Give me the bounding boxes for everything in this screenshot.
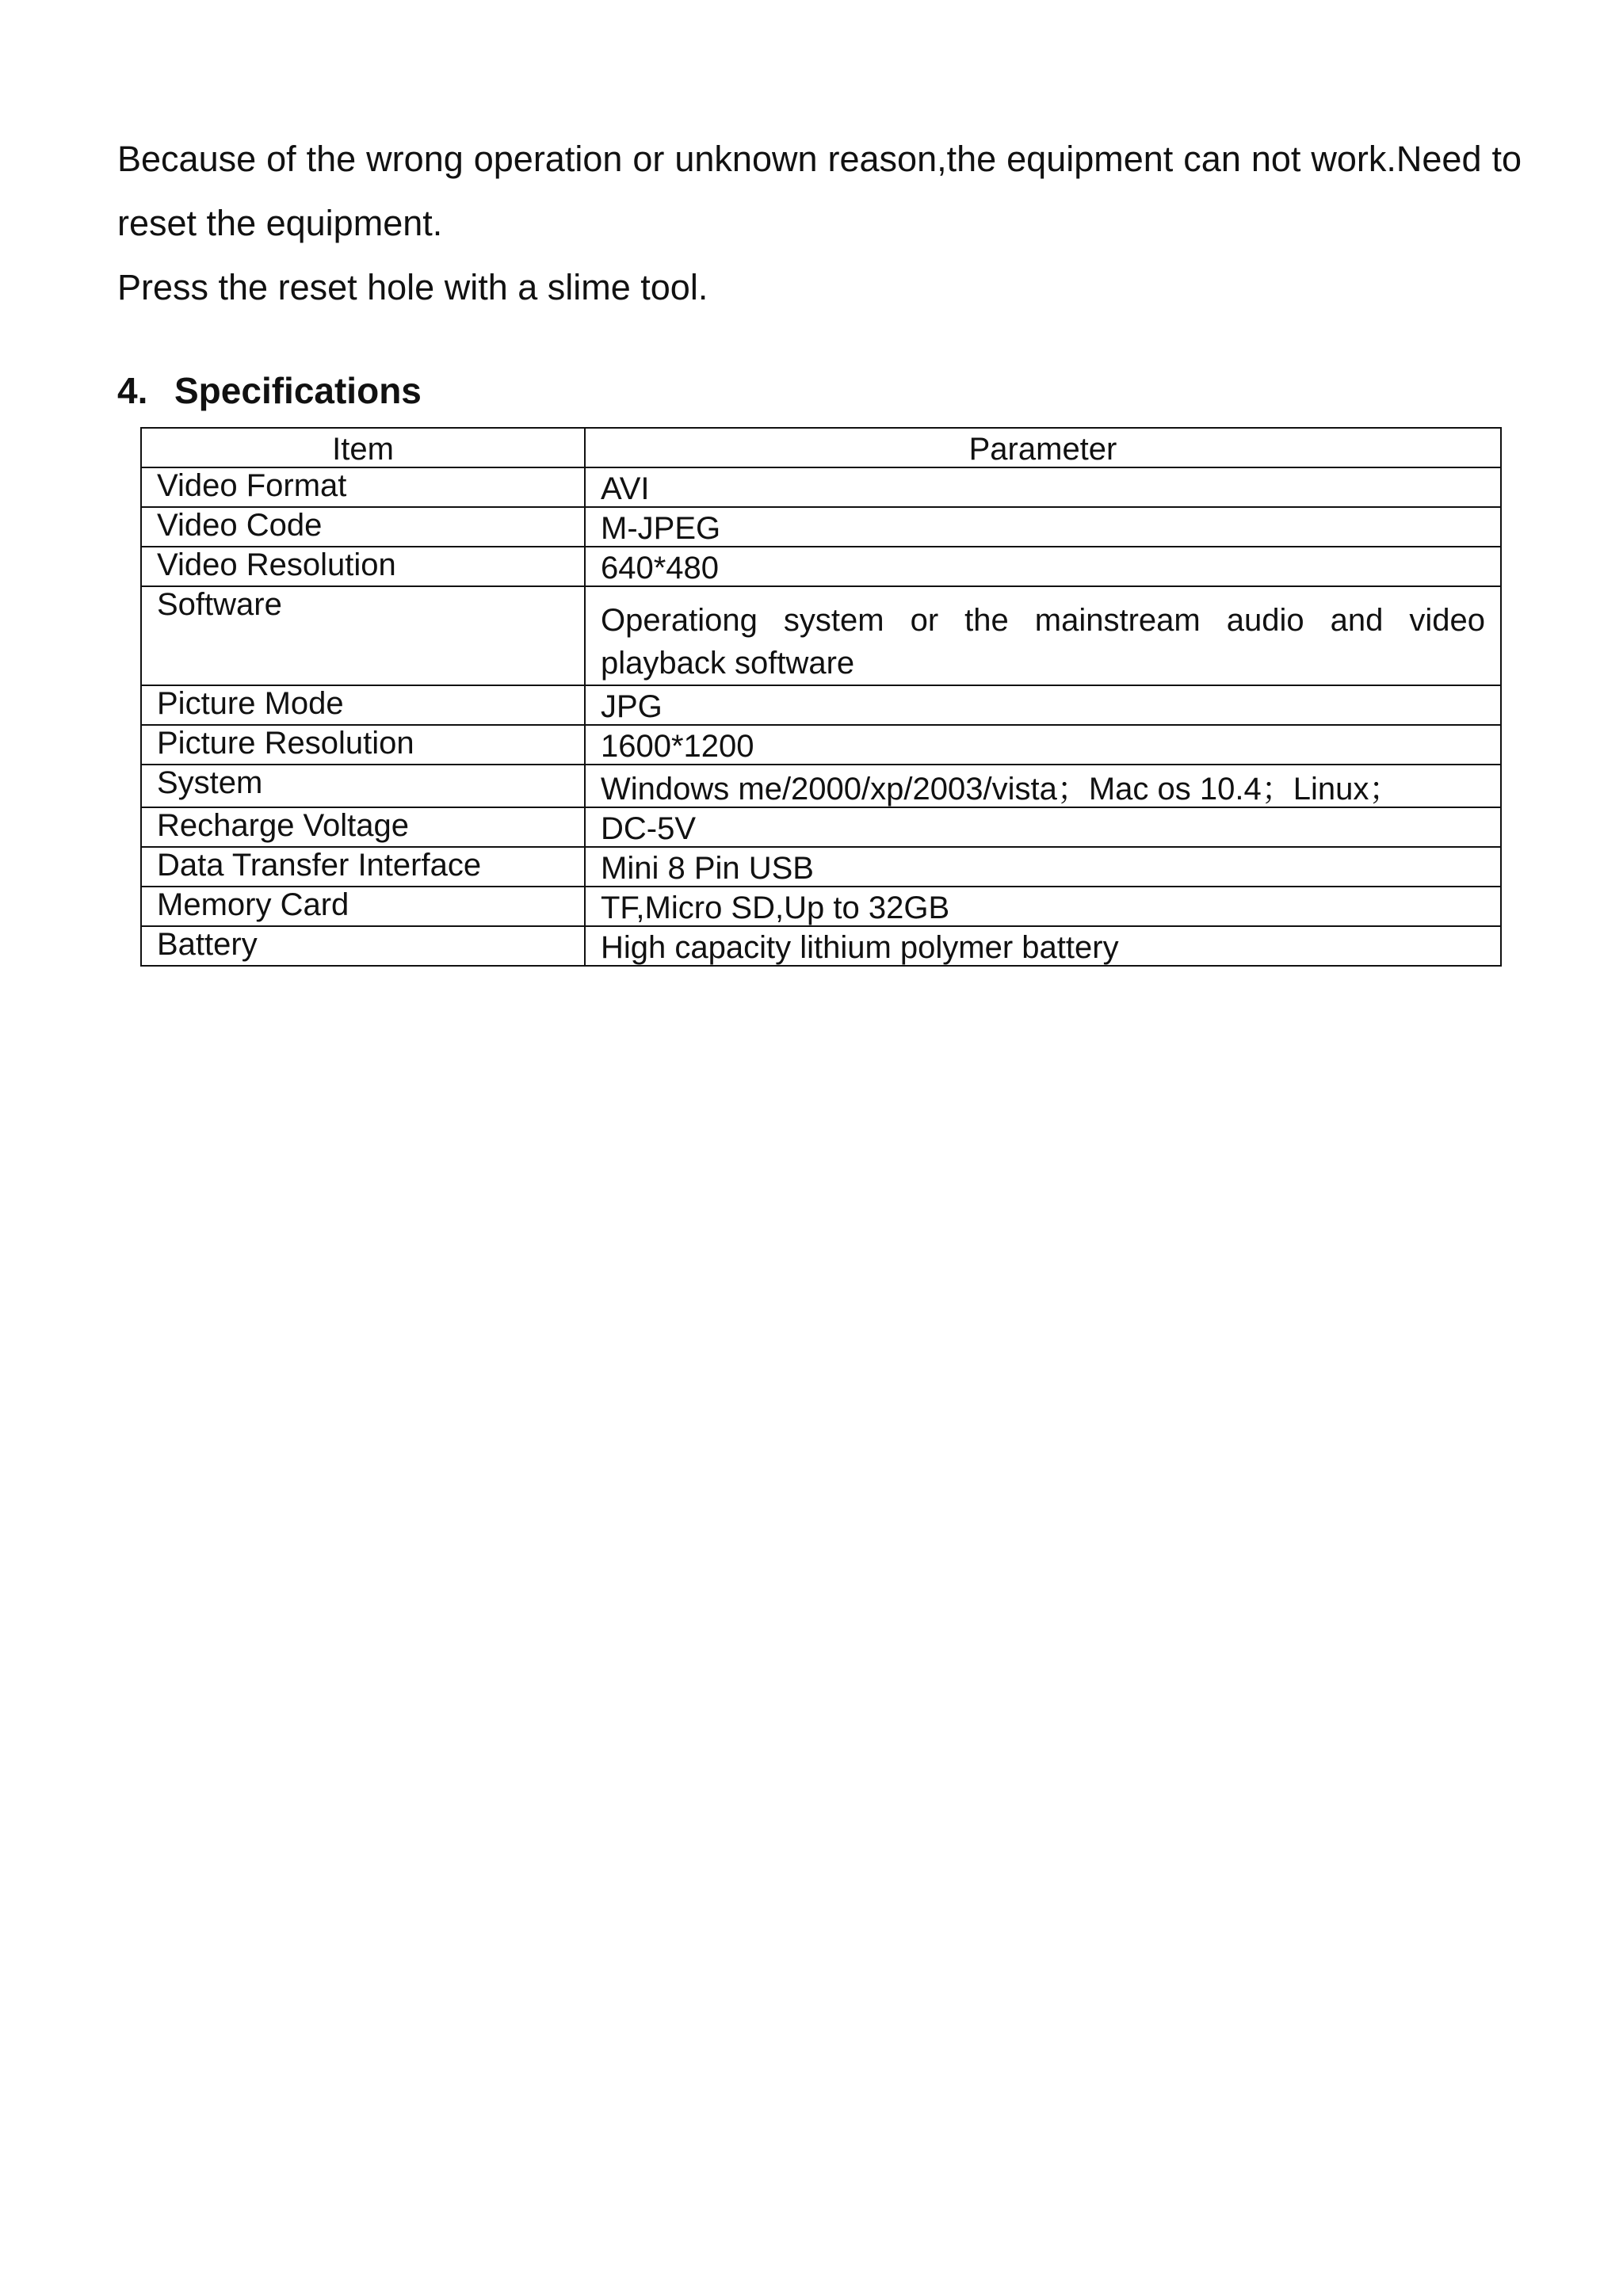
parameter-cell: M-JPEG bbox=[585, 507, 1501, 547]
section-title: Specifications bbox=[174, 370, 422, 411]
specifications-table bbox=[140, 427, 1502, 967]
table-row bbox=[141, 807, 1501, 847]
item-cell: Data Transfer Interface bbox=[141, 847, 585, 887]
reset-hole-paragraph: Press the reset hole with a slime tool. bbox=[117, 267, 708, 307]
reset-instruction-paragraph: Because of the wrong operation or unknown reason,the equipment can not work.Need to reset the equipment. bbox=[117, 139, 1522, 243]
table-row bbox=[141, 586, 1501, 685]
parameter-cell: High capacity lithium polymer battery bbox=[585, 926, 1501, 966]
table-row bbox=[141, 467, 1501, 507]
table-header-row bbox=[141, 428, 1501, 467]
intro-text bbox=[117, 127, 1522, 319]
item-cell: Software bbox=[141, 586, 585, 685]
parameter-cell: TF,Micro SD,Up to 32GB bbox=[585, 887, 1501, 926]
item-cell: Video Resolution bbox=[141, 547, 585, 586]
parameter-cell: Mini 8 Pin USB bbox=[585, 847, 1501, 887]
item-cell: System bbox=[141, 765, 585, 807]
item-cell: Picture Mode bbox=[141, 685, 585, 725]
parameter-cell: DC-5V bbox=[585, 807, 1501, 847]
parameter-cell: 1600*1200 bbox=[585, 725, 1501, 765]
table-row bbox=[141, 765, 1501, 807]
table-row bbox=[141, 887, 1501, 926]
item-cell: Video Format bbox=[141, 467, 585, 507]
section-heading bbox=[117, 366, 422, 415]
item-cell: Picture Resolution bbox=[141, 725, 585, 765]
table-row bbox=[141, 547, 1501, 586]
parameter-cell: Windows me/2000/xp/2003/vista；Mac os 10.4；Linux； bbox=[585, 765, 1501, 807]
table-row bbox=[141, 685, 1501, 725]
table-row bbox=[141, 507, 1501, 547]
item-cell: Recharge Voltage bbox=[141, 807, 585, 847]
table-row bbox=[141, 926, 1501, 966]
column-header-parameter: Parameter bbox=[585, 428, 1501, 467]
parameter-cell: JPG bbox=[585, 685, 1501, 725]
parameter-cell: 640*480 bbox=[585, 547, 1501, 586]
parameter-cell: AVI bbox=[585, 467, 1501, 507]
table-row bbox=[141, 847, 1501, 887]
table-row bbox=[141, 725, 1501, 765]
section-number: 4. bbox=[117, 370, 148, 411]
item-cell: Memory Card bbox=[141, 887, 585, 926]
parameter-cell: Operationg system or the mainstream audio and video playback software bbox=[585, 586, 1501, 685]
column-header-item: Item bbox=[141, 428, 585, 467]
item-cell: Video Code bbox=[141, 507, 585, 547]
item-cell: Battery bbox=[141, 926, 585, 966]
